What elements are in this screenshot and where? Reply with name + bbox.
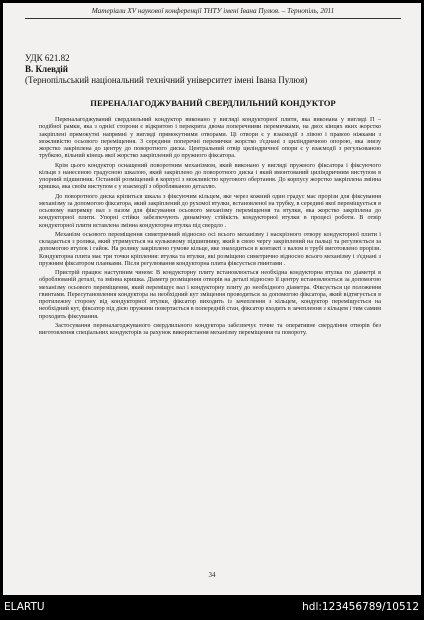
paragraph: Застосування переналагоджуваного свердлильного кондуктора забезпечує точне та оперативне свердління отворів без виготовлення спеціальних кондукторів за рахунок використання механізму переміщення та повороту. [39, 321, 381, 336]
repository-label: ELARTU [4, 601, 45, 613]
paragraph: Переналагоджуваний свердлильний кондуктор виконано у вигляді кондукторної плити, яка виконана у вигляді П – подібної рамки, яка з однієї сторони є відкритою і перекрита двома поперечними перемичками, на двох кінцях яких жорстко закріплені прямокутні напрямні у вигляді прямокутними отворами. Ці отвори є у взаємодії з лівою і правою ніжками з можливістю осьового переміщення. З середини поперечні перемички жорстко з'єднані з циліндричною опорою, яка знизу жорстко закріплена до центру до поворотного диска. Центральний отвір циліндричної опори є у взаємодії з регульованою трубкою, вільний кінець якої жорстко закріплений до пружного фіксатора. [39, 116, 381, 160]
udk-code: УДК 621.82 [25, 53, 70, 63]
page-number: 34 [208, 571, 216, 579]
header-rule [25, 18, 401, 19]
paragraph: До поворотного диска кріпиться шкала з фіксуючим кільцем, яке через кожний один градус має прорізи для фіксування механізму за допомогою фіксатора, який закріплений до рухомої втулки, встановленої на трубку, в середині якої переміщується в осьовому напрямку вал з пазом для фіксування осьового механізму переміщення та втулки, яка жорстко закріплена до кондукторної плити. Упорні стійки забезпечують динамічну стійкість кондукторної втулки в процесі роботи. В отвір кондукторної плити вставлена змінна кондукторна втулка під свердло . [39, 192, 381, 229]
author-affiliation: (Тернопільський національний технічний університет імені Івана Пулюя) [25, 75, 308, 85]
viewer-footer [0, 595, 424, 620]
article-title: ПЕРЕНАЛАГОДЖУВАНИЙ СВЕРДЛИЛЬНИЙ КОНДУКТОР [90, 98, 336, 108]
paragraph: Пристрій працює наступним чином: В кондукторну плиту встановлюється необхідна кондукторна втулка по діаметрі в оброблюваній деталі, та змінна кришка. Діаметр розміщення отворів на деталі відносно її центру встановлюється за допомогою механізму осьового переміщення, який переміщує вал і кондукторну плиту до необхідного діаметра. Фіксується це положення гвинтами. Пересутановлення кондуктора на необхідний кут зміщення проводиться за допомогою фіксатора, який відтягується в протилежну сторону від кондукторної втулки, фіксатор виходить із зачеплення з кільцем, кондуктор переміщується на необхідний кут, фіксатор під дією пружини повертається в попередній стан, фіксатор входить в зачеплення з кільцем і тим самим проходить фіксування. [39, 269, 381, 320]
paragraph: Крім цього кондуктор оснащений поворотним механізмом, який виконано у вигляді пружного фіксатора і фіксуючого кільця з нанесеною градусною шкалою, який закріплено до поворотного диска і який вмонтований циліндричним виступом в упорний підшипник. Останній розміщений в корпусі з можливістю кругового обертання. До корпусу жорстко закріплена змінна кришка, яка своїм виступом є у взаємодії з обробляваною деталлю. [39, 161, 381, 191]
author-name: В. Клевдій [25, 64, 68, 74]
document-page [3, 3, 421, 595]
handle-link[interactable]: hdl:123456789/10512 [302, 601, 419, 613]
paragraph: Механізм осьового переміщення симетричний відносно осі всього механізму і наскрізного отвору кондукторної плити і складається з ролика, який утримується на кульковому підшипнику, який в свою чергу закріплений на пальці та регулюється за допомогою втулок і гайок. На ролику закріплено гумове кільце, яке знаходиться в контакті з валом в трубі виготовлено прорізи. Кондукторна плита має три точки кріплення: втулка та втулки, які розміщено симетрично відносно всього механізму і з'єднані з пружним фіксатором планками. Після регулювання кондукторна плита фіксується гвинтами . [39, 230, 381, 267]
article-body [39, 116, 381, 338]
running-header: Матеріали XV наукової конференції ТНТУ імені Івана Пулюя. – Тернопіль, 2011 [91, 7, 335, 15]
